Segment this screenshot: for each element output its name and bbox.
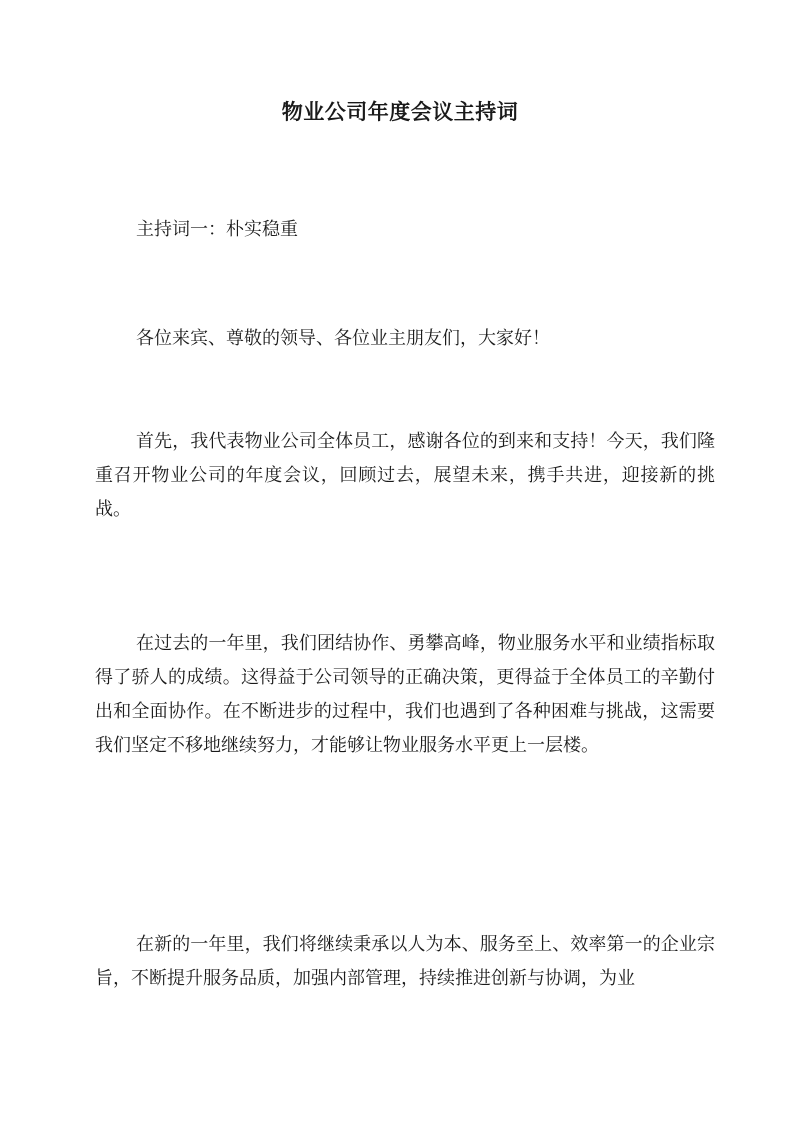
- host-script-subtitle: 主持词一：朴实稳重: [136, 219, 298, 240]
- review-paragraph: 在过去的一年里，我们团结协作、勇攀高峰，物业服务水平和业绩指标取得了骄人的成绩。这得益于公司领导的正确决策，更得益于全体员工的辛勤付出和全面协作。在不断进步的过程中，我们也遇到了各种困难与挑战，这需要我们坚定不移地继续努力，才能够让物业服务水平更上一层楼。: [95, 633, 715, 756]
- opening-paragraph: 首先，我代表物业公司全体员工，感谢各位的到来和支持！今天，我们隆重召开物业公司的年度会议，回顾过去，展望未来，携手共进，迎接新的挑战。: [95, 431, 715, 520]
- greeting-paragraph: 各位来宾、尊敬的领导、各位业主朋友们，大家好！: [136, 328, 550, 349]
- outlook-paragraph: 在新的一年里，我们将继续秉承以人为本、服务至上、效率第一的企业宗旨，不断提升服务品质，加强内部管理，持续推进创新与协调，为业: [95, 934, 715, 989]
- document-title: 物业公司年度会议主持词: [281, 99, 519, 124]
